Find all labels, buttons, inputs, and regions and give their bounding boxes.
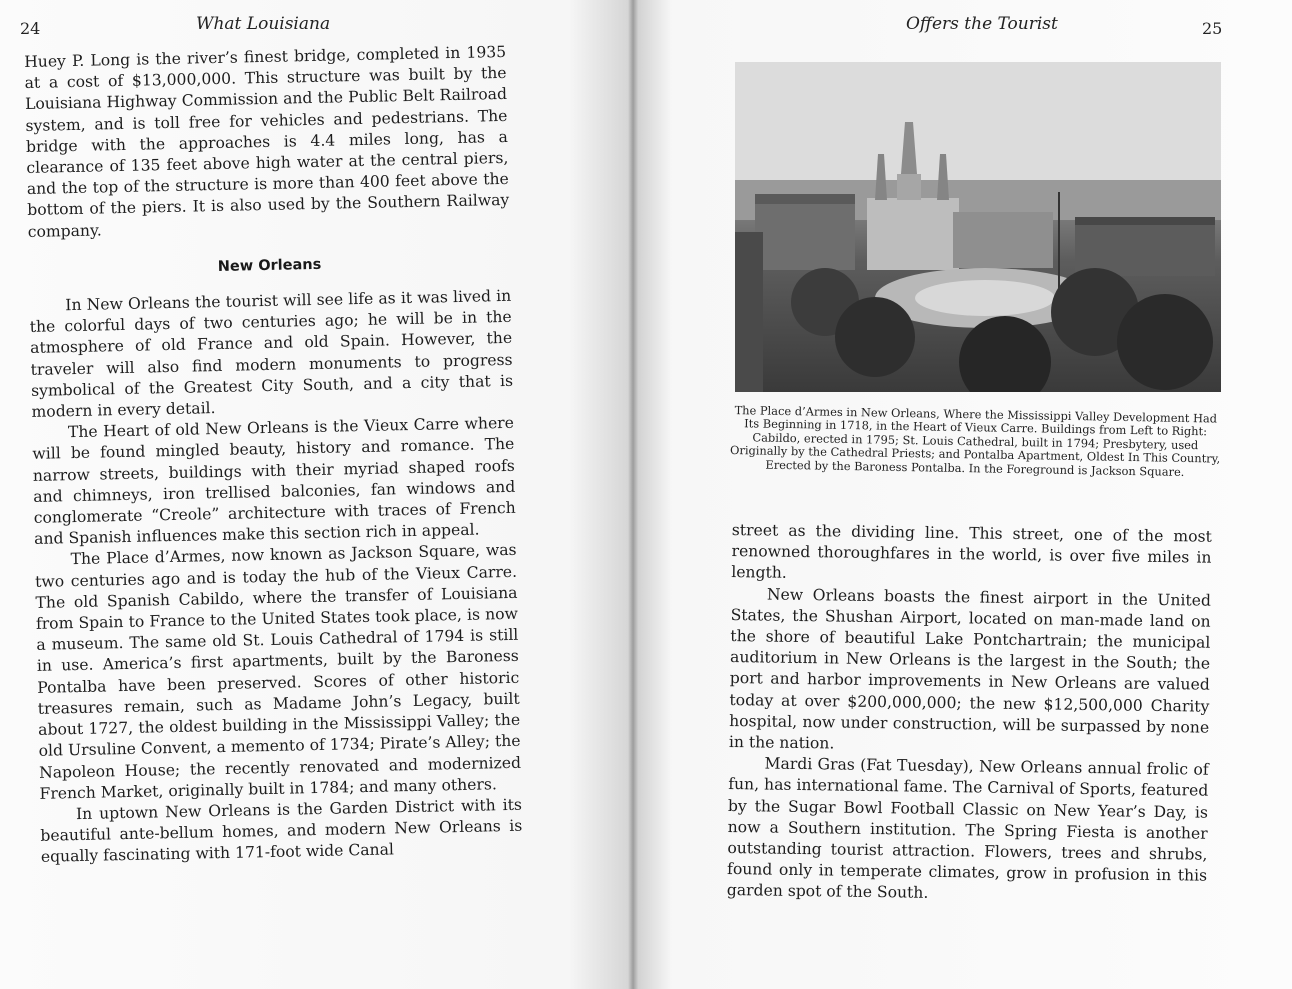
left-page: [0, 0, 630, 989]
left-page-body: [24, 42, 523, 868]
page-number-left: 24: [20, 19, 41, 38]
paragraph: street as the dividing line. This street, one of the most renowned thoroughfares in the world, is over five miles in length.: [731, 520, 1212, 583]
bridge-paragraph: Huey P. Long is the river’s finest bridge, completed in 1935 at a cost of $13,000,000. This structure was built by the Louisiana Highway Commission and the Public Belt Railroad system, and is toll free for vehicles and pedestrians. The bridge with the approaches is 4.4 miles long, has a clearance of 135 feet above high water at the central piers, and the top of the structure is more than 400 feet above the bottom of the piers. It is also used by the Southern Railway company.: [24, 42, 510, 241]
photo-caption: The Place d’Armes in New Orleans, Where the Mississippi Valley Development Had Its Beginning in 1718, in the Heart of Vieux Carre. Buildings from Left to Right: Cabildo, erected in 1795; St. Louis Cathedral, built in 1794; Presbytery, used Originally by the Cathedral Priests; and Pontalba Apartment, Oldest In This Country, Erected by the Baroness Pontalba. In the Foreground is Jackson Square.: [729, 403, 1221, 479]
paragraph: The Place d’Armes, now known as Jackson Square, was two centuries ago and is today the hub of the Vieux Carre. The old Spanish Cabildo, where the transfer of Louisiana from Spain to France to the United States took place, is now a museum. The same old St. Louis Cathedral of 1794 is still in use. America’s first apartments, built by the Baroness Pontalba have been preserved. Scores of other historic treasures remain, such as Madame John’s Legacy, built about 1727, the oldest building in the Mississippi Valley; the old Ursuline Convent, a memento of 1734; Pirate’s Alley; the Napoleon House; the recently renovated and modernized French Market, originally built in 1784; and many others.: [34, 541, 522, 803]
page-number-right: 25: [1202, 19, 1223, 38]
running-head-right: Offers the Tourist: [906, 14, 1058, 34]
jackson-square-photo: [735, 62, 1221, 392]
right-page-body: [727, 520, 1212, 908]
right-page: [630, 0, 1292, 989]
running-head-left: What Louisiana: [196, 14, 331, 34]
paragraph: In New Orleans the tourist will see life as it was lived in the colorful days of two centuries ago; he will be in the atmosphere of old France and old Spain. However, the traveler will also find modern monuments to progress symbolical of the Greatest City South, and a city that is modern in every detail.: [29, 286, 514, 421]
section-heading: New Orleans: [217, 256, 322, 275]
paragraph: Mardi Gras (Fat Tuesday), New Orleans annual frolic of fun, has international fame. The Carnival of Sports, featured by the Sugar Bowl Football Classic on New Year’s Day, is now a Southern institution. The Spring Fiesta is another outstanding tourist attraction. Flowers, trees and shrubs, found only in temperate climates, grow in profusion in this garden spot of the South.: [726, 754, 1209, 903]
paragraph: The Heart of old New Orleans is the Vieux Carre where will be found mingled beauty, history and romance. The narrow streets, buildings with their myriad shaped roofs and chimneys, iron trellised balconies, fan windows and conglomerate “Creole” architecture with traces of French and Spanish influences make this section rich in appeal.: [32, 414, 516, 549]
paragraph: New Orleans boasts the finest airport in the United States, the Shushan Airport, located on man-made land on the shore of beautiful Lake Pontchartrain; the municipal auditorium in New Orleans is the largest in the South; the port and harbor improvements in New Orleans are valued today at over $200,000,000; the new $12,500,000 Charity hospital, now under construction, will be surpassed by none in the nation.: [728, 585, 1212, 753]
paragraph: In uptown New Orleans is the Garden District with its beautiful ante-bellum homes, and modern New Orleans is equally fascinating with 171-foot wide Canal: [40, 795, 523, 867]
photo-illustration: [735, 62, 1221, 392]
